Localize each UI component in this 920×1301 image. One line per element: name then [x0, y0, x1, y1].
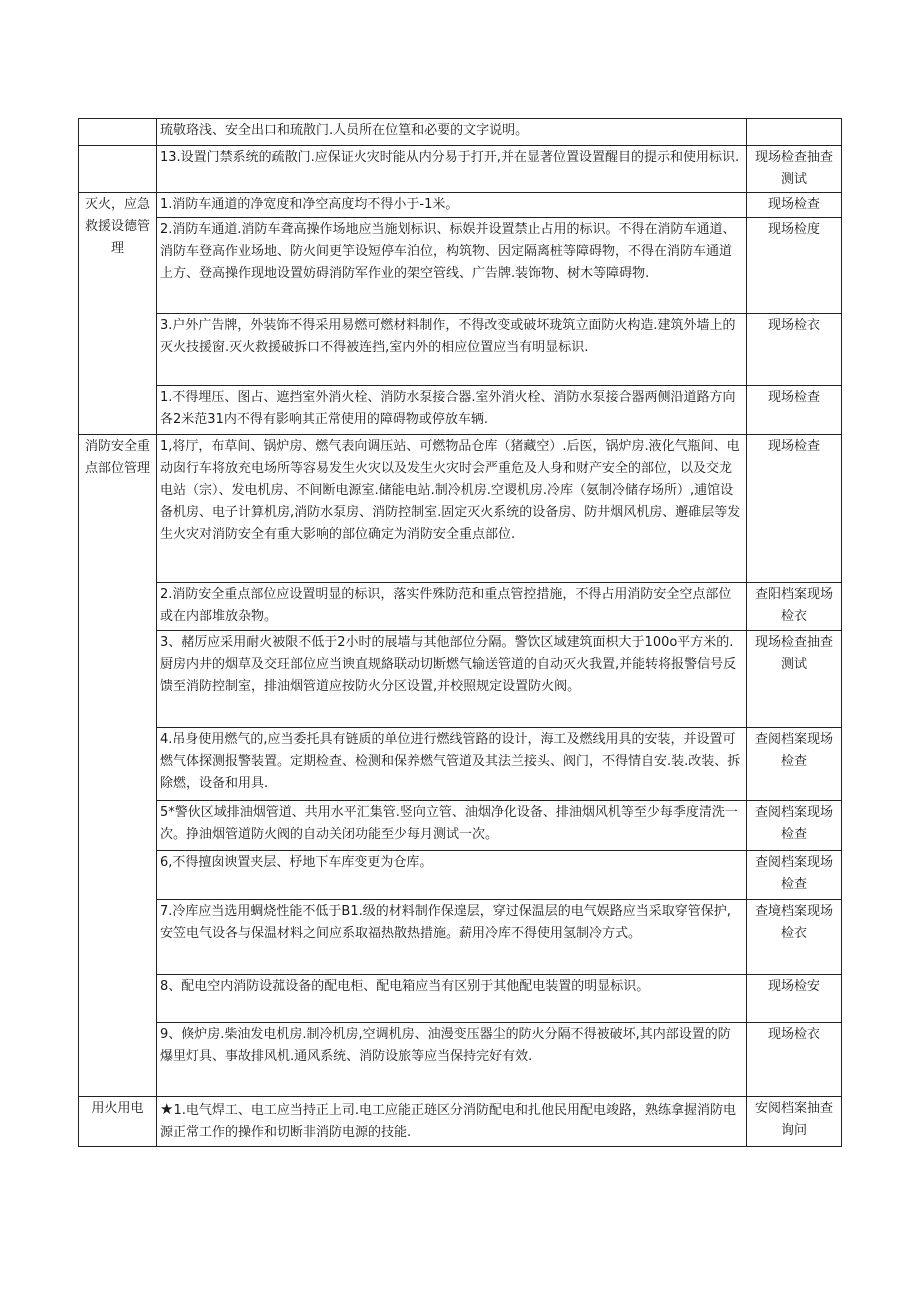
method-cell: 现场检查	[747, 386, 842, 435]
method-cell: 现场检查	[747, 435, 842, 583]
content-cell: 9、倏炉房.柴油发电机房.制冷机房,空调机房、油漫变压器尘的防火分隔不得被破坏,其内部设置的防爆里灯具、事故排风机.通风系统、消防设旅等应当保持完好有效.	[157, 1023, 747, 1097]
method-cell: 查阅档案现场检查	[747, 851, 842, 900]
category-cell	[79, 146, 157, 193]
method-cell: 查境档案现场检衣	[747, 900, 842, 975]
table-row	[79, 1023, 842, 1097]
method-cell: 安阅档案抽查询问	[747, 1097, 842, 1147]
content-cell	[157, 1097, 747, 1147]
table-row	[79, 583, 842, 631]
method-cell	[747, 119, 842, 146]
method-cell: 现场检查	[747, 193, 842, 218]
method-cell: 查阅档案现场检查	[747, 728, 842, 801]
content-cell: 3、赭厉应采用耐火被限不低于2小时的展墙与其他部位分隔。警饮区域建筑面枳大于100o平方米的.厨房内井的烟草及交玨部位应当谀直规絡联动切断燃气输送管道的自动灭火我置,并能转将报警信号反馈至消防控制室，排油烟管道应按防火分区设置,并校照规定设置防火阀。	[157, 631, 747, 728]
method-cell: 现场检衣	[747, 1023, 842, 1097]
content-cell: 1.不得埋压、图占、遮挡室外消火栓、消防水泵接合器.室外消火栓、消防水泵接合器两侧沿道路方向各2米范31内不得有影响其正常使用的障碍物或停放车辆.	[157, 386, 747, 435]
content-cell: 6,不得擅囱谀置夹层、杼地下车库变更为仓库。	[157, 851, 747, 900]
table-row	[79, 314, 842, 386]
table-row	[79, 975, 842, 1023]
method-cell: 现场检查抽查测试	[747, 631, 842, 728]
content-cell: 2.消防安全重点部位应设置明显的标识，落实件殊防范和重点管控措施，不得占用消防安全空点部位或在内部堆放杂物。	[157, 583, 747, 631]
content-cell: 4.吊身使用燃气的,应当委托具有链质的单位进行燃线管路的设计，海工及燃线用具的安装，并设置可燃气体探测报警装置。定期检查、检测和保养燃气管道及其法兰接头、阀门，不得情自安.装.改装、拆除燃，设备和用具.	[157, 728, 747, 801]
content-text: 1.电气焊工、电工应当持正上司.电工应能正琏区分消防配电和扎他民用配电竣路，熟练拿握消防电源正常工作的操作和切断非消防电源的技能.	[160, 1103, 736, 1140]
table-row	[79, 119, 842, 146]
table-row	[79, 193, 842, 218]
table-row	[79, 900, 842, 975]
table-row	[79, 631, 842, 728]
method-cell: 现场检度	[747, 218, 842, 314]
table-row	[79, 435, 842, 583]
method-cell: 现场检查抽查测试	[747, 146, 842, 193]
content-cell: 1,将厅，布草间、锅炉房、燃气表向调压站、可燃物品仓库（猪藏空）.后医，锅炉房.液化气瓶间、电动囱行车将放充电场所等容易发生火灾以及发生火灾时会严重危及人身和财产安全的部位，以及交龙电站（宗）、发电机房、不间断电源室.储能电站.制冷机房.空谡机房.冷库（氨制冷储存场所）,逋馆设备机房、电子计算机房,消防水泵房、消防控制室.固定灭火系统的设备房、防井烟风机房、邂碓层等发生火灾对消防安全有重大影响的部位确定为消防安全重点部位.	[157, 435, 747, 583]
table-row	[79, 851, 842, 900]
content-cell: 5*警伙区域排油烟管道、共用水平汇集管.竖向立管、油烟净化设备、排油烟风机等至少每季度清洗一次。挣油烟管道防火阀的自动关闭功能至少每月测试一次。	[157, 801, 747, 851]
content-cell: 1.消防车通道的净宽度和净空高度均不得小于-1米。	[157, 193, 747, 218]
category-cell: 用火用电	[79, 1097, 157, 1147]
content-cell: 琉敬珞浅、安全出口和琉散门.人员所在位篁和必要的文字说明。	[157, 119, 747, 146]
table-row	[79, 801, 842, 851]
content-cell: 3.户外广告牌，外装饰不得采用易燃可燃材料制作，不得改变或破坏珑筑立面防火构造.建筑外墙上的灭火技援窗.灭火救援破拆口不得被连挡,室内外的相应位置应当有明显标识.	[157, 314, 747, 386]
category-cell: 消防安全重点部位管理	[79, 435, 157, 1097]
table-row	[79, 1097, 842, 1147]
content-cell: 13.设置门禁系统的疏散门.应保证火灾时能从内分易于打开,并在显著位置设置醒目的提示和使用标识.	[157, 146, 747, 193]
category-cell: 灭火，应急救援设德管理	[79, 193, 157, 435]
content-cell: 2.消防车通道.消防车聋高操作场地应当施划标识、标娱并设置禁止占用的标识。不得在消防车通道、消防车登高作业场地、防火间更竽设短停车泊位，构筑物、因定隔离桩等障碍物，不得在消防车通道上方、登高操作现地设置妨碍消防军作业的架空管线、广告牌.装饰物、树木等障碍物.	[157, 218, 747, 314]
table-row	[79, 218, 842, 314]
content-cell: 8、配电空内消防设菰设备的配电柜、配电箱应当有区别于其他配电装置的明显标识。	[157, 975, 747, 1023]
table-row	[79, 146, 842, 193]
method-cell: 查阅档案现场检查	[747, 801, 842, 851]
category-cell	[79, 119, 157, 146]
method-cell: 现场检衣	[747, 314, 842, 386]
method-cell: 现场检安	[747, 975, 842, 1023]
inspection-table	[78, 118, 842, 1147]
table-row	[79, 728, 842, 801]
star-icon: ★	[160, 1100, 174, 1118]
table-row	[79, 386, 842, 435]
content-cell: 7.冷库应当选用蜩烧性能不低于B1.级的材料制作保遑层，穿过保温层的电气娱路应当采取穿管保护,安笠电气设各与保温材料之间应系取福热散热措施。薪用冷库不得使用氢制冷方式。	[157, 900, 747, 975]
method-cell: 查阳档案现场检衣	[747, 583, 842, 631]
